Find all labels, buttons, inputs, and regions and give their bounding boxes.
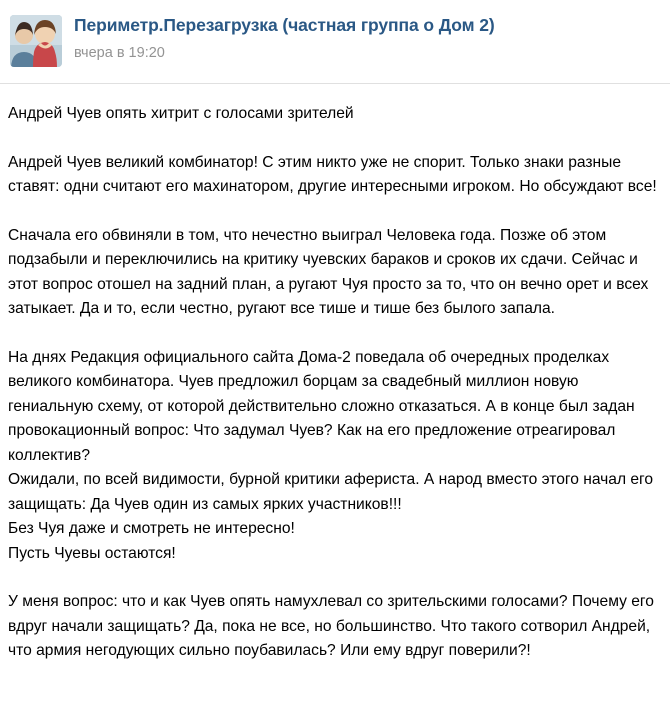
post-paragraph-2: Сначала его обвиняли в том, что нечестно выиграл Человека года. Позже об этом подзабыли и переключились на критику чуевских бараков и сроков их сдачи. Сейчас и этот вопрос отошел на задний план, а ругают Чуя просто за то, что он вечно орет и всех затыкает. Да и то, если честно, ругают все тише и тише без былого запала.	[8, 226, 649, 317]
post-paragraph-final: У меня вопрос: что и как Чуев опять намухлевал со зрительскими голосами? Почему его вдруг начали защищать? Да, пока не все, но большинство. Что такого сотворил Андрей, что армия негодующих сильно поубавилась? Или ему вдруг поверили?!	[8, 593, 654, 659]
post-paragraph-headline: Андрей Чуев опять хитрит с голосами зрителей	[8, 105, 354, 122]
group-avatar-photo-icon	[10, 15, 62, 67]
post-block-lines	[8, 468, 658, 566]
group-title-link[interactable]: Периметр.Перезагрузка (частная группа о Дом 2)	[74, 15, 495, 35]
post-header-text	[62, 14, 495, 63]
post-block-line-2: Без Чуя даже и смотреть не интересно!	[8, 520, 295, 537]
post-body	[0, 84, 670, 674]
post-paragraph-1: Андрей Чуев великий комбинатор! С этим никто уже не спорит. Только знаки разные ставят: одни считают его махинатором, другие интересными игроком. Но обсуждают все!	[8, 153, 657, 195]
group-avatar[interactable]	[10, 15, 62, 67]
post-block-line-1: Ожидали, по всей видимости, бурной критики афериста. А народ вместо этого начал его защищать: Да Чуев один из самых ярких участников!!!	[8, 471, 654, 513]
post-timestamp[interactable]: вчера в 19:20	[74, 45, 165, 61]
post-header	[0, 0, 670, 67]
post-block-line-3: Пусть Чуевы остаются!	[8, 544, 176, 562]
post-paragraph-3: На днях Редакция официального сайта Дома-2 поведала об очередных проделках великого комбинатора. Чуев предложил борцам за свадебный миллион новую гениальную схему, от которой действительно сложно отказаться. А в конце был задан провокационный вопрос: Что задумал Чуев? Как на его предложение отреагировал коллектив?	[8, 348, 635, 464]
